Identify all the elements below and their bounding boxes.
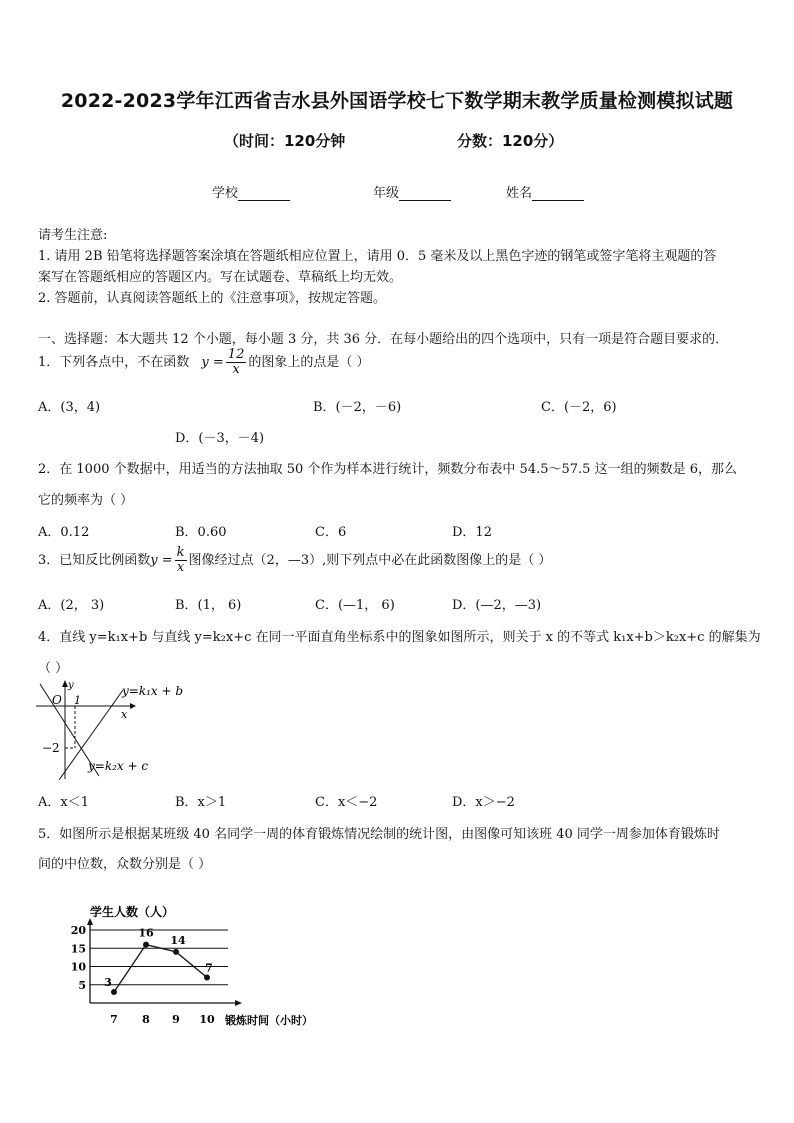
q1-text-pre: 1．下列各点中，不在函数 <box>38 355 190 370</box>
q2-line1: 2．在 1000 个数据中，用适当的方法抽取 50 个作为样本进行统计，频数分布表中 54.5～57.5 这一组的频数是 6，那么 <box>38 462 737 477</box>
q3-option-b: B．(1， 6) <box>175 598 242 613</box>
q4-option-c: C．x＜−2 <box>315 795 378 810</box>
chart-data-label: 16 <box>138 926 154 940</box>
q4-x-label: x <box>121 708 128 721</box>
q5-chart <box>60 898 340 1038</box>
chart-point <box>111 989 117 995</box>
chart-x-axis-arrow <box>235 1000 242 1006</box>
exam-title: 2022-2023学年江西省吉水县外国语学校七下数学期末教学质量检测模拟试题 <box>60 90 734 112</box>
notice-heading: 请考生注意: <box>38 228 108 243</box>
chart-y-axis-arrow <box>87 918 93 925</box>
q4-y-label: y <box>68 680 74 691</box>
q1-num: 12 <box>227 347 245 362</box>
q3-text-pre: 3．已知反比例函数 <box>38 553 151 568</box>
q1-y-eq: y = <box>201 355 224 370</box>
q5-line2: 间的中位数，众数分别是（ ） <box>38 857 212 872</box>
q2-option-c: C．6 <box>315 525 347 540</box>
q4-origin-label: O <box>52 693 62 707</box>
school-label: 学校 <box>212 186 239 201</box>
q4-one-label: 1 <box>74 694 81 707</box>
chart-y-tick-label: 5 <box>78 978 86 992</box>
exam-time: （时间：120分钟 <box>224 132 346 150</box>
name-field <box>506 182 584 201</box>
q3-option-c: C．(—1， 6) <box>315 598 395 613</box>
chart-data-label: 3 <box>104 976 112 990</box>
q4-line1: 4．直线 y=k₁x+b 与直线 y=k₂x+c 在同一平面直角坐标系中的图象如图所示，则关于 x 的不等式 k₁x+b＞k₂x+c 的解集为 <box>38 630 761 645</box>
q3-text-post: 图像经过点（2，—3）,则下列点中必在此函数图像上的是（ ） <box>188 553 552 568</box>
q2-option-b: B．0.60 <box>175 525 227 540</box>
notice-item1-line1: 1. 请用 2B 铅笔将选择题答案涂填在答题纸相应位置上，请用 0．5 毫米及以上黑色字迹的钢笔或签字笔将主观题的答 <box>38 249 717 264</box>
q1-option-d: D．(－3，－4) <box>175 431 265 446</box>
chart-point <box>173 949 179 955</box>
q3-option-d: D．(—2，—3) <box>452 598 542 613</box>
q2-line2: 它的频率为（ ） <box>38 493 134 508</box>
grade-label: 年级 <box>373 186 400 201</box>
q1-fraction <box>226 348 247 377</box>
notice-item1-line2: 案写在答题纸相应的答题区内。写在试题卷、草稿纸上均无效。 <box>38 270 403 285</box>
notice-item2: 2. 答题前，认真阅读答题纸上的《注意事项》，按规定答题。 <box>38 291 387 306</box>
q4-graph <box>34 676 194 782</box>
question-1 <box>38 348 369 377</box>
chart-x-tick-label: 9 <box>172 1013 180 1026</box>
q5-line1: 5．如图所示是根据某班级 40 名同学一周的体育锻炼情况绘制的统计图，由图像可知该班 40 同学一周参加体育锻炼时 <box>38 827 720 842</box>
q2-option-d: D．12 <box>452 525 492 540</box>
q4-line2: （ ） <box>38 661 69 676</box>
q4-line1-label: y=k₁x + b <box>122 684 184 698</box>
chart-y-tick-label: 15 <box>70 942 86 956</box>
chart-y-axis-label: 学生人数（人） <box>90 905 175 919</box>
q1-den: x <box>232 362 240 377</box>
q3-option-a: A．(2， 3) <box>38 598 105 613</box>
q1-option-b: B．(－2，－6) <box>313 400 402 415</box>
name-label: 姓名 <box>506 186 533 201</box>
question-3 <box>38 546 551 575</box>
chart-x-tick-label: 10 <box>199 1013 215 1026</box>
q4-option-a: A．x＜1 <box>38 795 89 810</box>
chart-x-axis-label: 锻炼时间（小时） <box>225 1014 313 1027</box>
chart-data-label: 14 <box>170 933 186 947</box>
q1-option-c: C．(－2，6) <box>541 400 617 415</box>
grade-field <box>373 182 451 201</box>
q3-fraction <box>175 546 187 575</box>
chart-x-tick-label: 7 <box>110 1013 118 1026</box>
q2-option-a: A．0.12 <box>38 525 90 540</box>
chart-data-label: 7 <box>205 961 213 975</box>
chart-point <box>143 942 149 948</box>
q1-option-a: A．(3，4) <box>38 400 101 415</box>
chart-point <box>204 974 210 980</box>
section1-heading: 一、选择题：本大题共 12 个小题，每小题 3 分，共 36 分．在每小题给出的四个选项中，只有一项是符合题目要求的． <box>38 332 729 347</box>
exam-score: 分数：120分） <box>457 132 564 150</box>
q3-den: x <box>176 560 185 575</box>
q4-option-d: D．x＞−2 <box>452 795 515 810</box>
q3-num: k <box>176 545 185 560</box>
q4-line2-label: y=k₂x + c <box>88 759 149 773</box>
q4-neg-two-label: −2 <box>42 741 60 755</box>
chart-y-tick-label: 20 <box>70 924 86 937</box>
chart-x-tick-label: 8 <box>142 1013 150 1026</box>
q1-text-post: 的图象上的点是（ ） <box>248 355 370 370</box>
q3-y-eq: y = <box>150 553 173 568</box>
chart-y-tick-label: 10 <box>70 960 86 974</box>
school-field <box>212 182 290 201</box>
q4-x-axis-arrow <box>130 703 136 709</box>
q4-option-b: B．x＞1 <box>175 795 227 810</box>
